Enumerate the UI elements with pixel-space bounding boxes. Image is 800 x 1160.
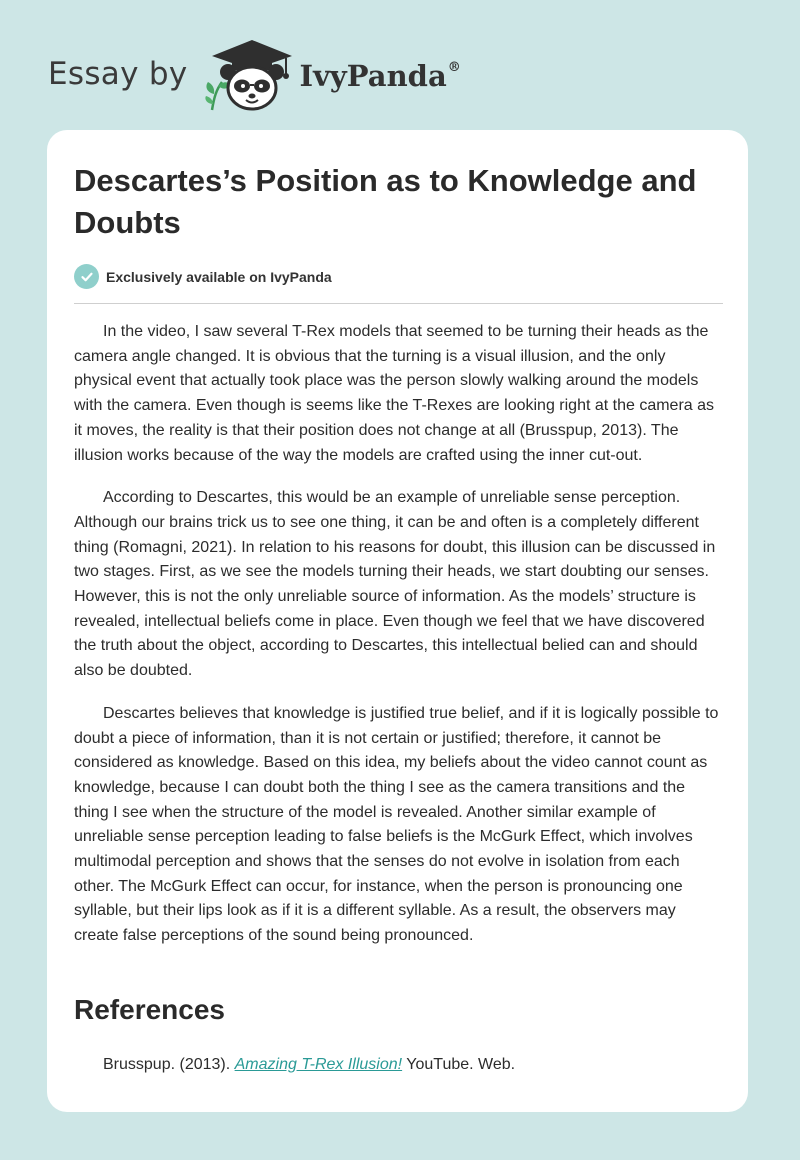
essay-card: [47, 130, 748, 1112]
panda-graduation-cap-logo[interactable]: [202, 36, 298, 112]
essay-by-label: Essay by: [48, 56, 188, 92]
reference-prefix: Brusspup. (2013).: [103, 1056, 235, 1073]
paragraph: In the video, I saw several T-Rex models that seemed to be turning their heads as the camera angle changed. It is obvious that the turning is a visual illusion, and the only physical event that actually took place was the person slowly walking around the models with the camera. Even though is seems like the T-Rexes are looking right at the camera as it moves, the reality is that their position does not change at all (Brusspup, 2013). The illusion works because of the way the models are crafted using the inner cut-out.: [74, 323, 715, 464]
reference-link[interactable]: Amazing T-Rex Illusion!: [234, 1056, 403, 1073]
references-heading: References: [74, 994, 225, 1025]
paragraph: According to Descartes, this would be an example of unreliable sense perception. Although our brains trick us to see one thing, it can be and often is a completely different thing (Romagni, 2021). In relation to his reasons for doubt, this illusion can be discussed in two stages. First, as we see the models turning their heads, we start doubting our senses. However, this is not the only unreliable source of information. As the models’ structure is revealed, intellectual beliefs come in place. Even though we feel that we have discovered the truth about the object, according to Descartes, this intellectual belied can and should also be doubted.: [74, 489, 716, 680]
paragraph: Descartes believes that knowledge is justified true belief, and if it is logically possible to doubt a piece of information, than it is not certain or justified; therefore, it cannot be considered as knowledge. Based on this idea, my beliefs about the video cannot count as knowledge, because I can doubt both the thing I see as the camera transitions and the thing I see when the structure of the model is revealed. Another similar example of unreliable sense perception leading to false beliefs is the McGurk Effect, which involves multimodal perception and shows that the senses do not evolve in isolation from each other. The McGurk Effect can occur, for instance, when the person is pronouncing one syllable, but their lips look as if it is a different syllable. As a result, the observers may create false perceptions of the sound being pronounced.: [74, 704, 719, 945]
exclusive-badge: [74, 264, 332, 289]
site-header: [48, 34, 461, 114]
check-circle-icon: [74, 264, 99, 289]
registered-mark: ®: [447, 60, 461, 76]
reference-item: [103, 1056, 515, 1074]
essay-body: [74, 320, 723, 967]
brand-name[interactable]: IvyPanda®: [299, 59, 461, 93]
divider: [74, 303, 723, 304]
exclusive-text: Exclusively available on IvyPanda: [106, 268, 332, 285]
essay-title: Descartes’s Position as to Knowledge and Doubts: [74, 163, 697, 240]
reference-suffix: YouTube. Web.: [402, 1056, 516, 1073]
